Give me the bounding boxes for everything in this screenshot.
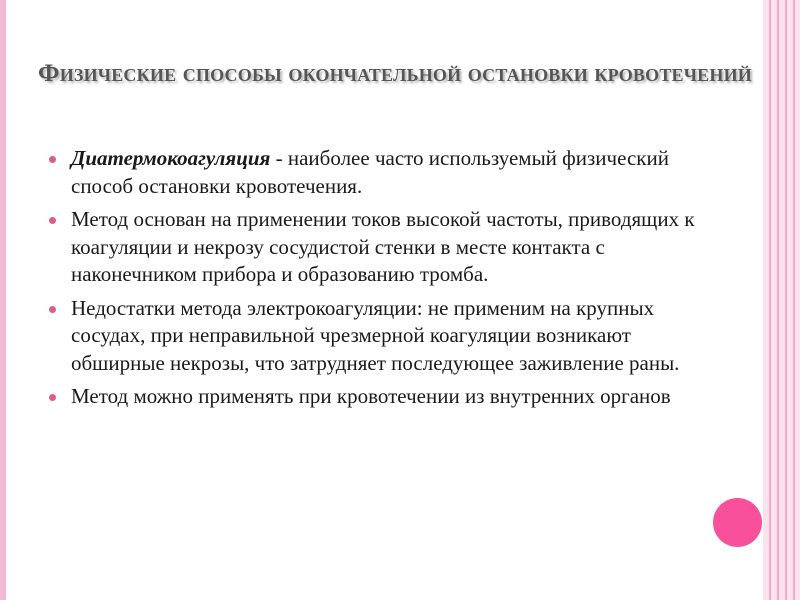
bullet-item <box>46 383 706 411</box>
bullet-dot-icon <box>49 156 56 163</box>
slide-title: Физические способы окончательной остановки кровотечений <box>38 60 752 87</box>
bullet-dot-icon <box>49 394 56 401</box>
bullet-text: Метод основан на применении токов высокой частоты, приводящих к коагуляции и некрозу сосудистой стенки в месте контакта с наконечником прибора и образованию тромба. <box>71 207 695 286</box>
left-decorative-stripe <box>0 0 6 600</box>
band-line <box>777 0 779 600</box>
bullet-item <box>46 295 706 378</box>
bullet-text: Недостатки метода электрокоагуляции: не применим на крупных сосудах, при неправильной чрезмерной коагуляции возникают обширные некрозы, что затрудняет последующее заживление раны. <box>71 295 680 375</box>
band-line <box>793 0 795 600</box>
bullet-item <box>46 206 706 289</box>
bullet-dot-icon <box>49 306 56 313</box>
band-line <box>769 0 771 600</box>
band-line <box>785 0 787 600</box>
bullet-text: Метод можно применять при кровотечении из внутренних органов <box>71 384 671 408</box>
bullet-item <box>46 145 706 200</box>
bullet-dot-icon <box>49 217 56 224</box>
bullet-text: - наиболее часто используемый физический способ остановки кровотечения. <box>71 146 669 198</box>
decorative-circle <box>713 498 762 547</box>
bullet-list <box>46 145 706 417</box>
bullet-term: Диатермокоагуляция <box>71 146 271 170</box>
right-decorative-band <box>763 0 800 600</box>
